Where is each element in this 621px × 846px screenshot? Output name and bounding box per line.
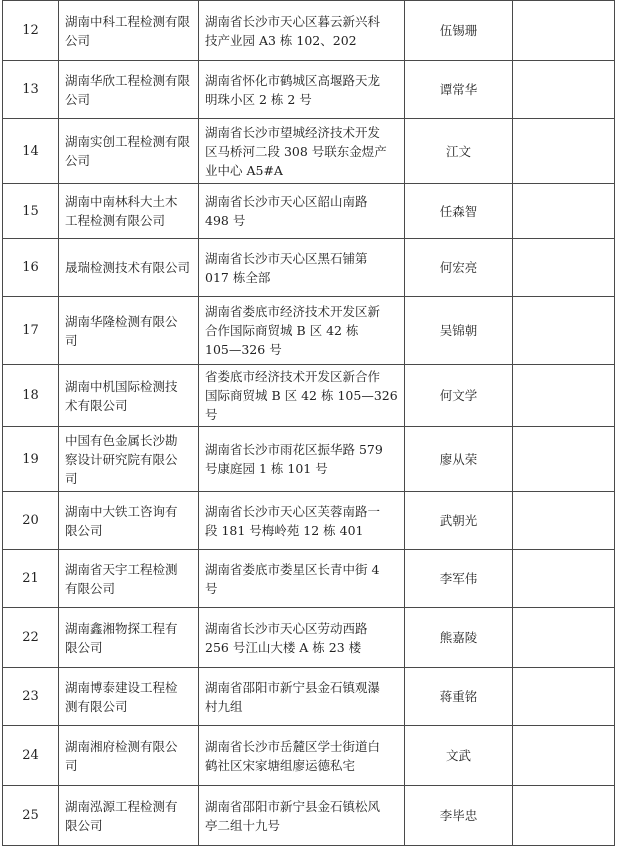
contact-person [405, 1, 513, 61]
empty-cell [513, 550, 615, 608]
company-address-text: 省娄底市经济技术开发区新合作 国际商贸城 B 区 42 栋 105—326 号 [205, 369, 398, 422]
row-number [3, 297, 59, 365]
table-row [3, 119, 615, 184]
contact-person [405, 297, 513, 365]
contact-person [405, 786, 513, 846]
company-address-text: 湖南省长沙市天心区黑石铺第 017 栋全部 [205, 250, 368, 285]
row-number-text: 22 [22, 630, 39, 645]
contact-person-text: 谭常华 [439, 82, 478, 97]
contact-person-text: 熊嘉陵 [439, 630, 478, 645]
company-address [199, 726, 405, 786]
table-row [3, 1, 615, 61]
company-name-text: 湖南湘府检测有限公 司 [65, 738, 178, 773]
row-number-text: 14 [22, 143, 39, 159]
company-address [199, 786, 405, 846]
company-address-text: 湖南省长沙市望城经济技术开发 区马桥河二段 308 号联东金煜产 业中心 A5#A [205, 124, 387, 178]
row-number-text: 23 [22, 689, 39, 704]
company-name-text: 湖南省天宇工程检测 有限公司 [65, 561, 178, 596]
table-row [3, 492, 615, 550]
company-table [2, 0, 615, 846]
contact-person [405, 726, 513, 786]
contact-person [405, 61, 513, 119]
row-number-text: 21 [22, 571, 39, 586]
row-number [3, 608, 59, 668]
contact-person [405, 239, 513, 297]
row-number-text: 20 [22, 513, 39, 528]
contact-person [405, 550, 513, 608]
contact-person [405, 608, 513, 668]
company-address-text: 湖南省长沙市岳麓区学士街道白 鹤社区宋家塘组廖运德私宅 [205, 738, 381, 773]
empty-cell [513, 119, 615, 184]
company-name [59, 61, 199, 119]
empty-cell [513, 365, 615, 427]
company-address-text: 湖南省长沙市天心区芙蓉南路一 段 181 号梅岭苑 12 栋 401 [205, 503, 381, 538]
company-address-text: 湖南省邵阳市新宁县金石镇观瀑 村九组 [205, 679, 381, 714]
company-name [59, 786, 199, 846]
contact-person-text: 李军伟 [439, 571, 478, 586]
row-number [3, 550, 59, 608]
row-number [3, 668, 59, 726]
company-name [59, 492, 199, 550]
company-name [59, 427, 199, 492]
company-address [199, 119, 405, 184]
contact-person-text: 文武 [445, 748, 471, 763]
contact-person-text: 何文学 [439, 388, 478, 403]
empty-cell [513, 1, 615, 61]
row-number-text: 25 [22, 808, 39, 823]
empty-cell [513, 492, 615, 550]
table-row [3, 608, 615, 668]
company-address [199, 239, 405, 297]
company-name-text: 湖南鑫湘物探工程有 限公司 [65, 620, 178, 655]
company-name-text: 中国有色金属长沙勘 察设计研究院有限公 司 [65, 432, 178, 486]
company-address [199, 492, 405, 550]
table-body [3, 1, 615, 846]
company-address-text: 湖南省娄底市娄星区长青中街 4 号 [205, 561, 380, 596]
table-row [3, 668, 615, 726]
company-address-text: 湖南省邵阳市新宁县金石镇松风 亭二组十九号 [205, 798, 381, 833]
contact-person [405, 365, 513, 427]
table-row [3, 239, 615, 297]
empty-cell [513, 184, 615, 239]
row-number-text: 18 [22, 388, 39, 403]
contact-person-text: 蒋重铭 [439, 689, 478, 704]
table-row [3, 427, 615, 492]
row-number-text: 24 [22, 748, 39, 763]
empty-cell [513, 61, 615, 119]
contact-person-text: 武朝光 [439, 513, 478, 528]
company-name-text: 湖南实创工程检测有限 公司 [65, 134, 191, 168]
company-address [199, 365, 405, 427]
table-row [3, 184, 615, 239]
company-name [59, 184, 199, 239]
company-address-text: 湖南省怀化市鹤城区高堰路天龙 明珠小区 2 栋 2 号 [205, 72, 381, 107]
company-name-text: 湖南中科工程检测有限 公司 [65, 13, 191, 48]
contact-person [405, 184, 513, 239]
table-row [3, 297, 615, 365]
empty-cell [513, 668, 615, 726]
company-name [59, 726, 199, 786]
row-number-text: 19 [22, 451, 39, 467]
empty-cell [513, 297, 615, 365]
company-address [199, 608, 405, 668]
company-name [59, 550, 199, 608]
company-name-text: 湖南中南林科大土木 工程检测有限公司 [65, 194, 178, 228]
company-address [199, 61, 405, 119]
company-name-text: 湖南中大铁工咨询有 限公司 [65, 503, 178, 538]
contact-person [405, 492, 513, 550]
company-name-text: 湖南华隆检测有限公 司 [65, 313, 178, 348]
company-name-text: 晟瑞检测技术有限公司 [65, 260, 191, 275]
row-number [3, 786, 59, 846]
contact-person-text: 伍锡珊 [439, 23, 478, 38]
row-number-text: 15 [22, 203, 39, 219]
row-number [3, 427, 59, 492]
company-address [199, 184, 405, 239]
contact-person-text: 江文 [445, 143, 471, 159]
company-name [59, 297, 199, 365]
company-address-text: 湖南省长沙市雨花区振华路 579 号康庭园 1 栋 101 号 [205, 442, 383, 476]
company-address [199, 550, 405, 608]
row-number [3, 61, 59, 119]
row-number [3, 365, 59, 427]
company-address-text: 湖南省长沙市天心区暮云新兴科 技产业园 A3 栋 102、202 [205, 13, 381, 48]
contact-person [405, 427, 513, 492]
row-number [3, 1, 59, 61]
table-row [3, 786, 615, 846]
company-name-text: 湖南泓源工程检测有 限公司 [65, 798, 178, 833]
row-number [3, 184, 59, 239]
company-name [59, 239, 199, 297]
contact-person-text: 廖从荣 [439, 451, 478, 467]
row-number-text: 16 [22, 260, 39, 275]
row-number-text: 13 [22, 82, 39, 97]
company-address-text: 湖南省娄底市经济技术开发区新 合作国际商贸城 B 区 42 栋 105—326 号 [205, 304, 381, 357]
company-address [199, 668, 405, 726]
table-row [3, 365, 615, 427]
empty-cell [513, 786, 615, 846]
company-name [59, 608, 199, 668]
contact-person-text: 吴锦朝 [439, 323, 478, 338]
contact-person-text: 任森智 [439, 203, 478, 219]
contact-person-text: 李毕忠 [439, 808, 478, 823]
company-name-text: 湖南中机国际检测技 术有限公司 [65, 378, 178, 413]
empty-cell [513, 726, 615, 786]
company-name-text: 湖南华欣工程检测有限 公司 [65, 72, 191, 107]
company-address-text: 湖南省长沙市天心区劳动西路 256 号江山大楼 A 栋 23 楼 [205, 620, 368, 655]
table-row [3, 550, 615, 608]
contact-person-text: 何宏亮 [439, 260, 478, 275]
row-number-text: 17 [22, 323, 39, 338]
row-number-text: 12 [22, 23, 39, 38]
table-row [3, 61, 615, 119]
empty-cell [513, 608, 615, 668]
company-address-text: 湖南省长沙市天心区韶山南路 498 号 [205, 194, 368, 228]
contact-person [405, 119, 513, 184]
row-number [3, 726, 59, 786]
row-number [3, 492, 59, 550]
table-row [3, 726, 615, 786]
row-number [3, 119, 59, 184]
company-name-text: 湖南博泰建设工程检 测有限公司 [65, 679, 178, 714]
row-number [3, 239, 59, 297]
company-address [199, 297, 405, 365]
company-address [199, 1, 405, 61]
company-name [59, 668, 199, 726]
company-name [59, 119, 199, 184]
contact-person [405, 668, 513, 726]
empty-cell [513, 239, 615, 297]
empty-cell [513, 427, 615, 492]
company-name [59, 1, 199, 61]
company-name [59, 365, 199, 427]
company-address [199, 427, 405, 492]
